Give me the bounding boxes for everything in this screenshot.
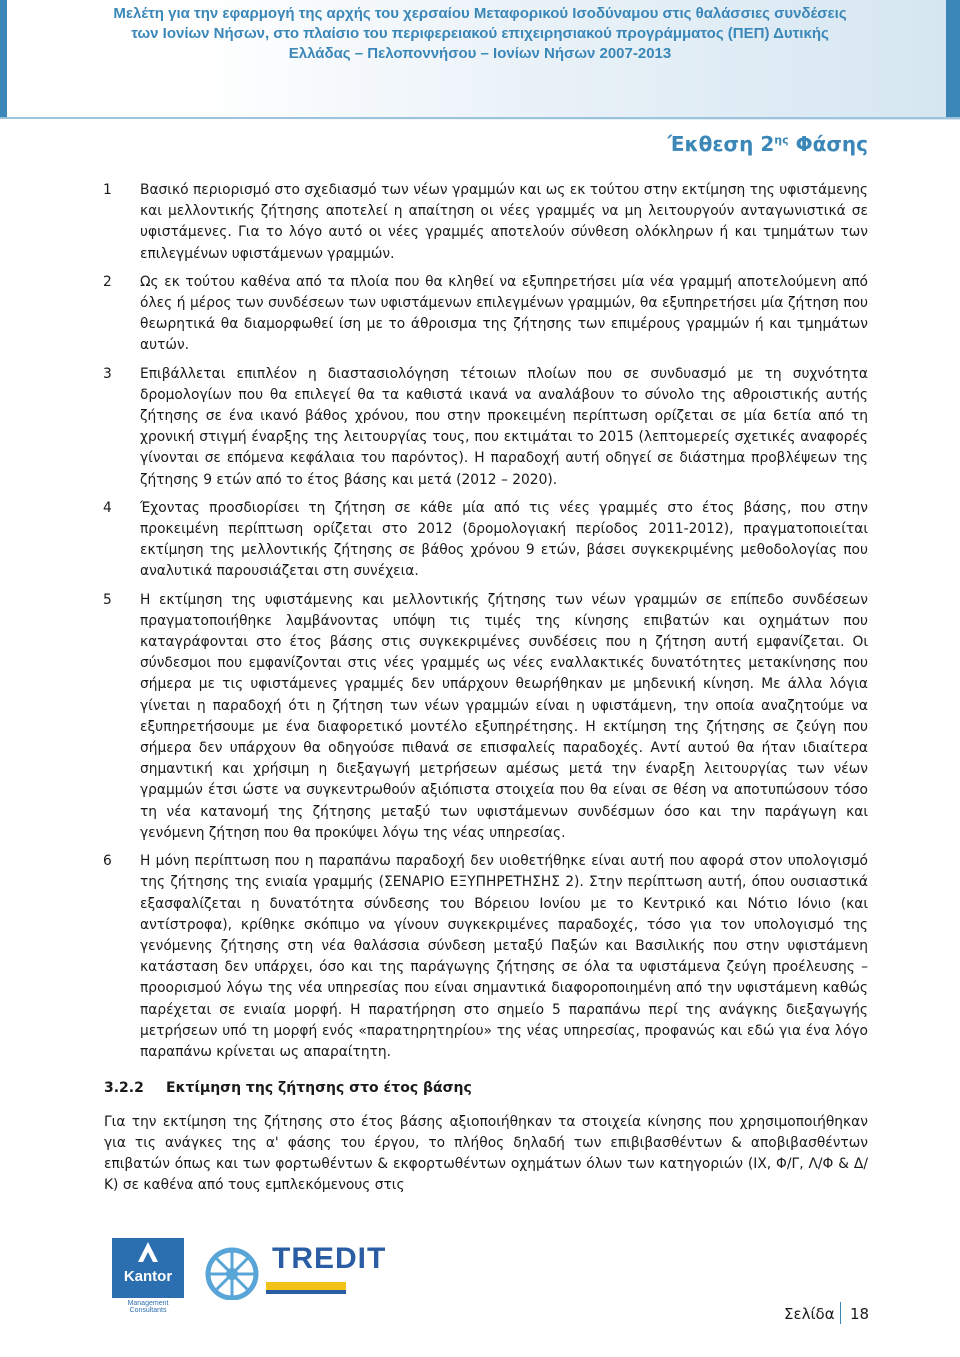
section-title — [668, 132, 868, 156]
subsection-heading — [104, 1080, 472, 1096]
list-item-text: Ως εκ τούτου καθένα από τα πλοία που θα κληθεί να εξυπηρετήσει μία νέα γραμμή αποτελούμενη από όλες ή μέρος των συνδέσεων των υφιστάμενων επιλεγμένων γραμμών, θα εξυπηρετήσει μία ζήτηση που θεωρητικά θα διαμορφωθεί ίση με το άθροισμα της ζήτησης των επιμέρους γραμμών ή και τμημάτων αυτών. — [140, 273, 868, 354]
header-rule — [0, 117, 960, 119]
section-title-sup: ης — [774, 133, 789, 147]
header-right-bar — [946, 0, 960, 118]
list-item-text: Η εκτίμηση της υφιστάμενης και μελλοντικής ζήτησης των νέων γραμμών σε επίπεδο συνδέσεων πραγματοποιήθηκε λαμβάνοντας υπόψη τις τιμές της κίνησης επιβατών και οχημάτων που καταγράφονται στο έτος βάσης στις συγκεκριμένες συνδέσεις που η ζήτηση αυτή εμφανίζεται. Οι σύνδεσμοι που εμφανίζονται στις νέες γραμμές ως νέες εναλλακτικές δυνατότητες μετακίνησης που σήμερα με τις υφιστάμενες γραμμές δεν υπάρχουν θεωρήθηκαν με μηδενική κίνηση. Με άλλα λόγια γίνεται η παραδοχή ότι η ζήτηση των νέων γραμμών είναι η υφιστάμενη, την οποία αναζητούμε να εξυπηρετήσουμε με ένα διαφορετικό μοντέλο εξυπηρέτησης. Η εκτίμηση της ζήτησης σε ζεύγη που σήμερα δεν υπάρχουν θα οδηγούσε πιθανά σε επισφαλείς παραδοχές. Αντί αυτού θα ήταν ιδιαίτερα σημαντική και χρήσιμη η διεξαγωγή μετρήσεων αμέσως μετά την έναρξη λειτουργίας των νέων γραμμών έτσι ώστε να συγκεντρωθούν αξιόπιστα στοιχεία που θα είναι σε θέση να αποτυπώσουν τόσο τη νέα κατανομή της ζήτησης μεταξύ των υφιστάμενων συνδέσμων όσο και την παράγωγη και γενόμενη ζήτηση που θα προκύψει λόγω της νέας υπηρεσίας. — [140, 591, 868, 841]
list-item-number: 5 — [103, 591, 112, 608]
list-item-number: 2 — [103, 273, 112, 290]
kantor-logo-subtitle: Management Consultants — [127, 1300, 169, 1314]
list-item — [100, 272, 868, 357]
list-item-text: Έχοντας προσδιορίσει τη ζήτηση σε κάθε μία από τις νέες γραμμές στο έτος βάσης, που στην προκειμένη περίπτωση ορίζεται στο 2012 (δρομολογιακή περίοδος 2011-2012), πραγματοποιείται εκτίμηση της μελλοντικής ζήτησης σε βάθος χρόνου 9 ετών, βάσει συγκεκριμένης μεθοδολογίας που αναλυτικά παρουσιάζεται στη συνέχεια. — [140, 499, 868, 580]
list-item-number: 4 — [103, 499, 112, 516]
section-title-suffix: Φάσης — [788, 132, 868, 156]
subsection-number: 3.2.2 — [104, 1080, 144, 1096]
list-item-number: 3 — [103, 365, 112, 382]
page-number: 18 — [850, 1305, 870, 1323]
list-item-number: 6 — [103, 853, 112, 870]
list-item-number: 1 — [103, 182, 112, 198]
page-separator — [840, 1302, 841, 1324]
list-item-text: Βασικό περιορισμό στο σχεδιασμό των νέων γραμμών και ως εκ τούτου στην εκτίμηση της υφιστάμενης και μελλοντικής ζήτησης αποτελεί η απαίτηση οι νέες γραμμές να μη λειτουργούν ανταγωνιστικά σε υφιστάμενες. Για το λόγο αυτό οι νέες γραμμές αποτελούν σύνθεση ολόκληρων ή και τμημάτων των επιλεγμένων υφιστάμενων γραμμών. — [140, 182, 868, 262]
subsection-title: Εκτίμηση της ζήτησης στο έτος βάσης — [166, 1080, 472, 1096]
numbered-list — [100, 180, 868, 1070]
page-label: Σελίδα — [784, 1305, 835, 1323]
list-item — [100, 364, 868, 491]
list-item — [100, 180, 868, 265]
document-header-title: Μελέτη για την εφαρμογή της αρχής του χερσαίου Μεταφορικού Ισοδύναμου στις θαλάσσιες συνδέσεις των Ιονίων Νήσων, στο πλαίσιο του περιφερειακού επιχειρησιακού προγράμματος (ΠΕΠ) Δυτικής Ελλάδας – Πελοποννήσου – Ιονίων Νήσων 2007-2013 — [113, 5, 847, 62]
body-paragraph: Για την εκτίμηση της ζήτησης στο έτος βάσης αξιοποιήθηκαν τα στοιχεία κίνησης που χρησιμοποιήθηκαν για τις ανάγκες της α' φάσης του έργου, το πλήθος δηλαδή των επιβιβασθέντων & αποβιβασθέντων επιβατών όπως και των φορτωθέντων & εκφορτωθέντων οχημάτων όλων των κατηγοριών (ΙΧ, Φ/Γ, Λ/Φ & Δ/Κ) σε καθένα από τους εμπλεκόμενους στις — [104, 1114, 868, 1193]
list-item-text: Επιβάλλεται επιπλέον η διαστασιολόγηση τέτοιων πλοίων που σε συνδυασμό με τη συχνότητα δρομολογίων που θα επιλεγεί θα τα καθιστά ικανά να αναλάβουν το σύνολο της αθροιστικής αυτής ζήτησης σε ένα ικανό βάθος χρόνου, που στην προκειμένη περίπτωση ορίζεται σε μία 6ετία από τη χρονική στιγμή έναρξης της λειτουργίας τους, που εκτιμάται το 2015 (λεπτομερείς σχετικές αναφορές γίνονται σε επόμενα κεφάλαια του παρόντος). Η παραδοχή αυτή οδηγεί σε διάστημα προβλέψεων της ζήτησης 9 ετών από το έτος βάσης και μετά (2012 – 2020). — [140, 365, 868, 488]
section-title-prefix: Έκθεση 2 — [667, 132, 775, 156]
list-item — [100, 851, 868, 1063]
list-item — [100, 498, 868, 583]
kantor-mark-icon — [112, 1238, 184, 1268]
list-item-text: Η μόνη περίπτωση που η παραπάνω παραδοχή δεν υιοθετήθηκε είναι αυτή που αφορά στον υπολογισμό της ζήτησης της ενιαία γραμμής (ΣΕΝΑΡΙΟ ΕΞΥΠΗΡΕΤΗΣΗΣ 2). Στην περίπτωση αυτή, όπου ουσιαστικά εξασφαλίζεται η δυνατότητα σύνδεσης του Βόρειου Ιονίου με το Κεντρικό και Νότιο Ιόνιο (και αντίστροφα), κρίθηκε σκόπιμο να γίνουν συγκεκριμένες παραδοχές, τόσο για τον υπολογισμό της γενόμενης ζήτησης στη νέα θαλάσσια σύνδεση μεταξύ Παξών και Βασιλικής που στην υφιστάμενη κατάσταση δεν υπάρχει, όσο και της παράγωγης ζήτησης σε όλα τα υφιστάμενα ζεύγη προέλευσης – προορισμού λόγω της νέα υπηρεσίας που είναι σημαντικά διαφοροποιημένη από την υφιστάμενη καθώς παρέχεται σε ενιαία μορφή. Η παρατήρηση στο σημείο 5 παραπάνω περί της ανάγκης διεξαγωγής μετρήσεων υπό τη μορφή ενός «παρατηρητηρίου» της νέας υπηρεσίας, προφανώς και εδώ για ένα λόγο παραπάνω κρίνεται ως απαραίτητη. — [140, 853, 868, 1060]
kantor-logo-text: Kantor — [123, 1268, 173, 1285]
header-left-bar — [0, 0, 7, 118]
list-item — [100, 590, 868, 844]
tredit-logo-text: TREDIT — [272, 1242, 387, 1275]
kantor-logo — [112, 1238, 184, 1298]
